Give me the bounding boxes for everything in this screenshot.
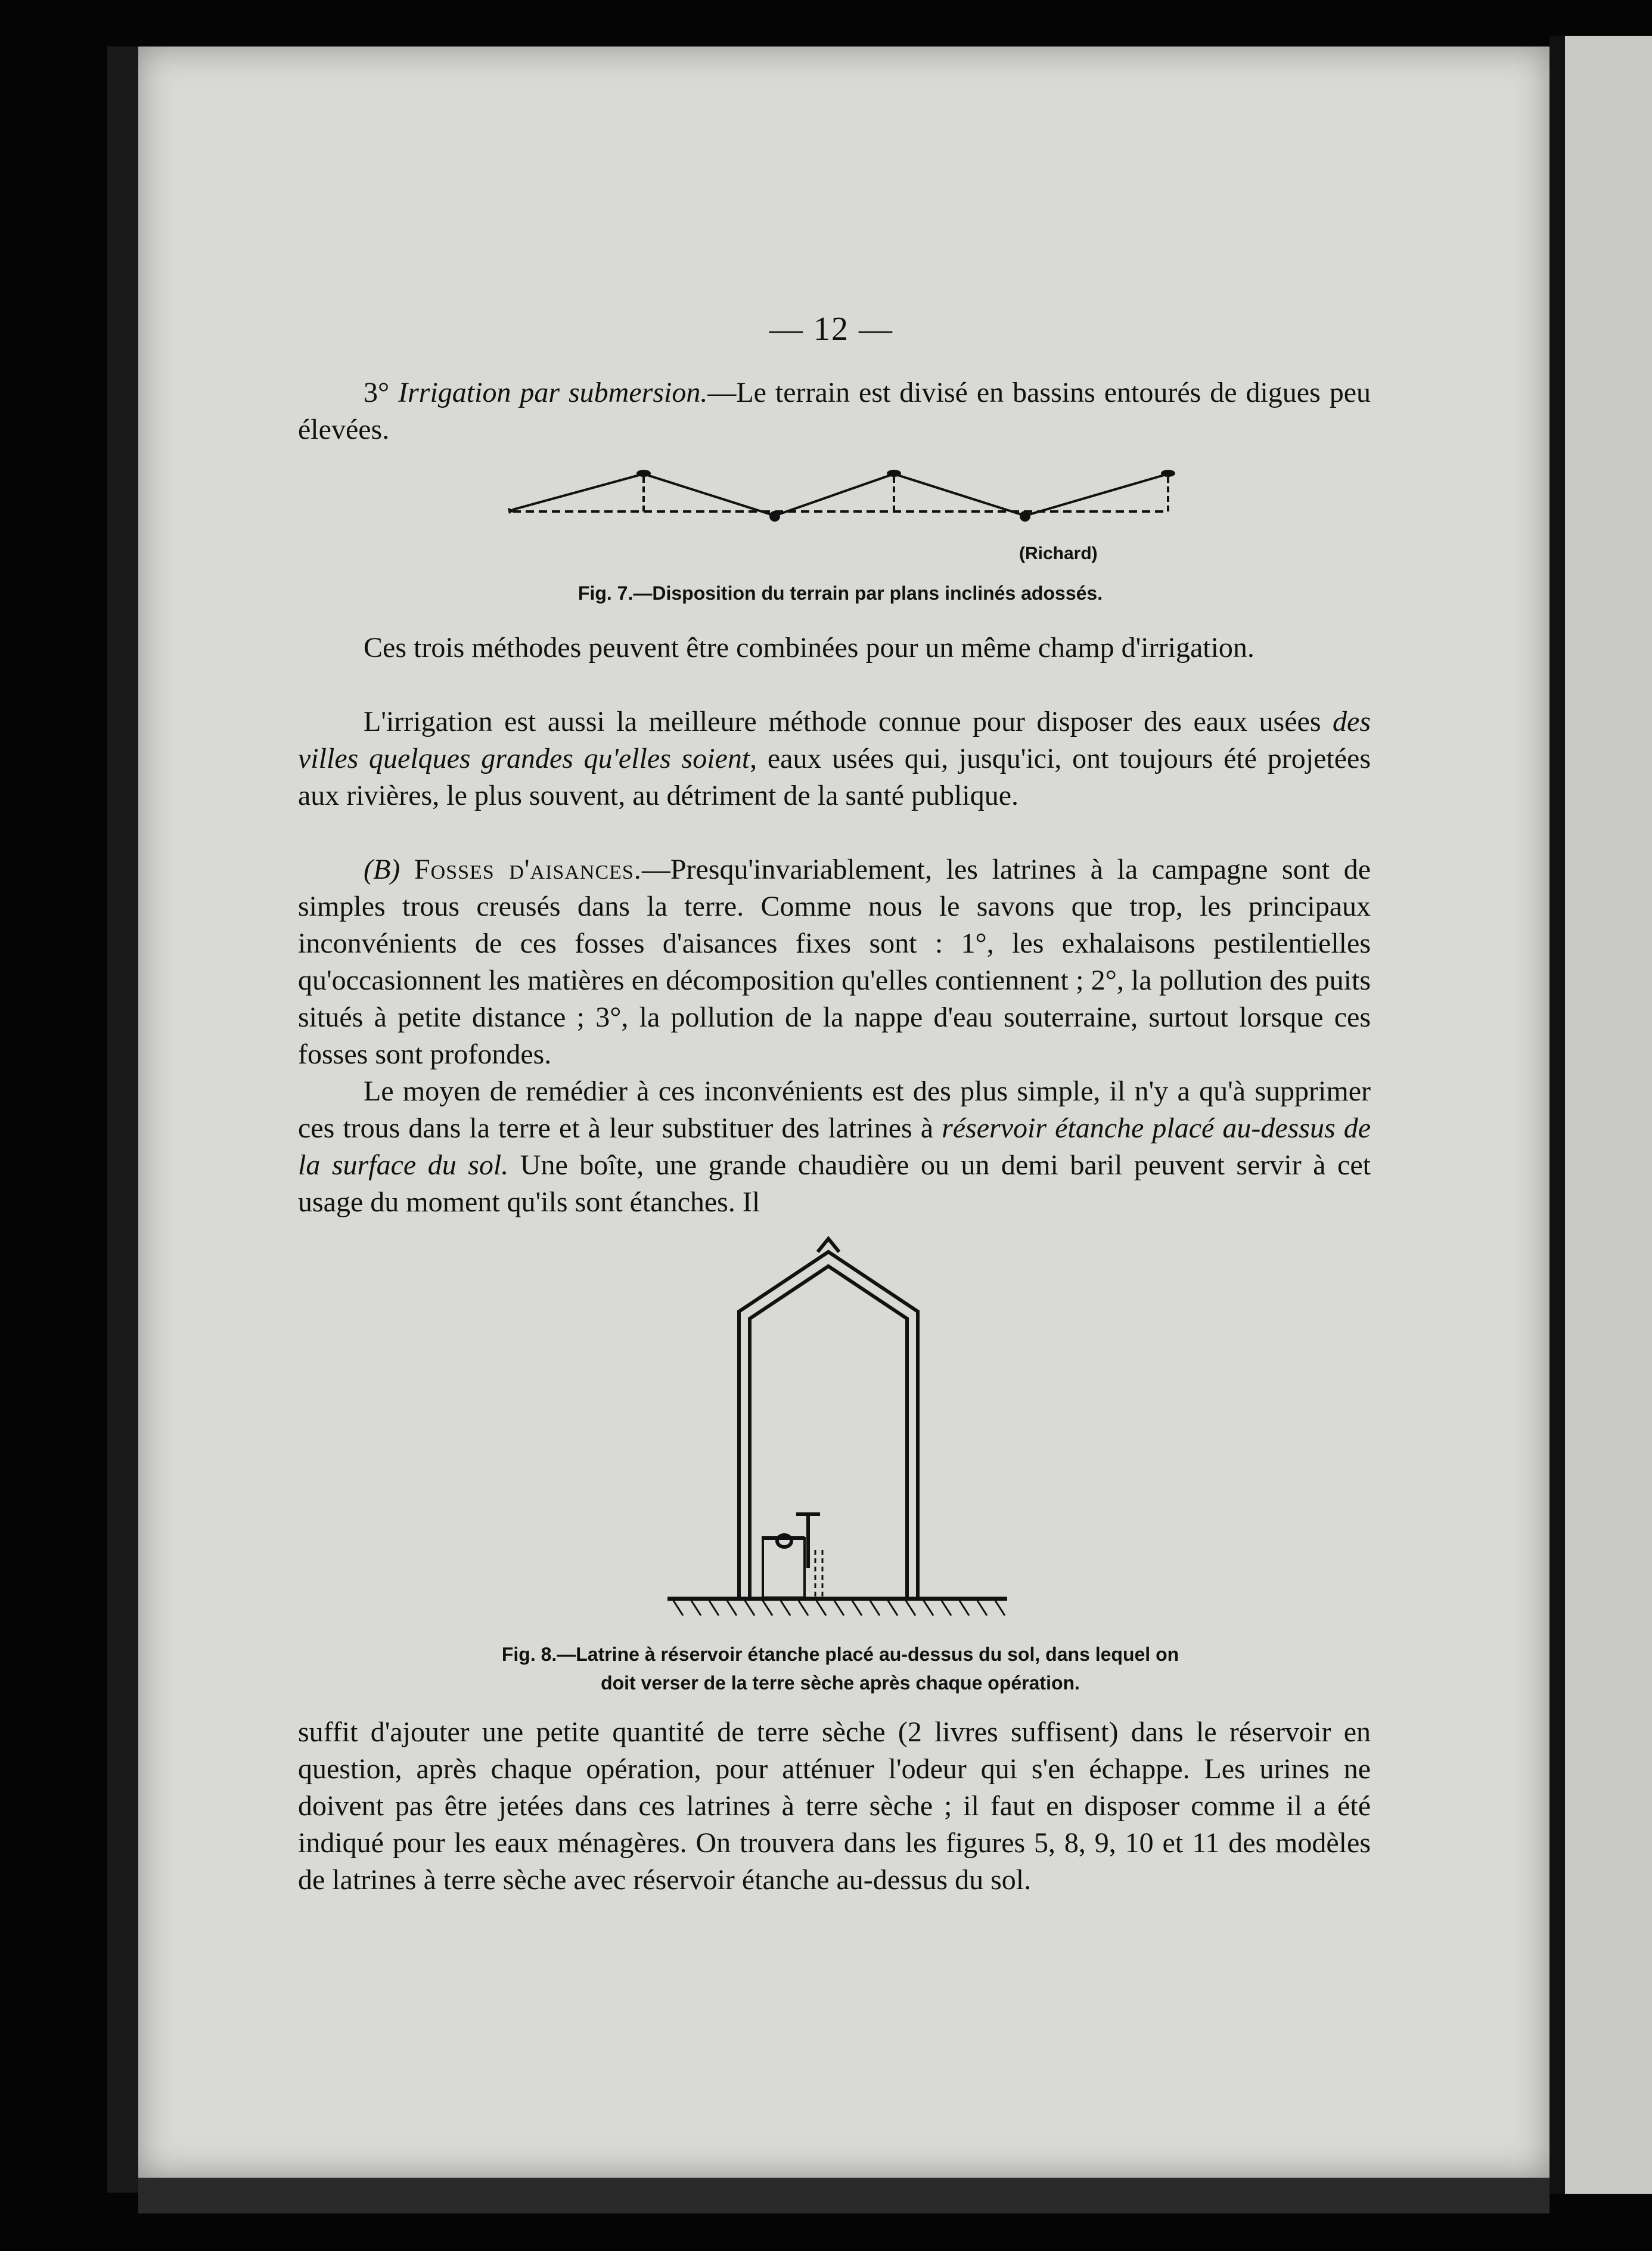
paragraph-text: , eaux usées qui, jusqu'ici, ont toujours été projetées aux rivières, le plus souvent, au détriment de la santé publique.	[298, 743, 1371, 811]
page-gutter	[1549, 36, 1565, 2194]
section-title: Irrigation par submersion.	[398, 377, 708, 408]
paragraph-text: Une boîte, une grande chaudière ou un demi baril peuvent servir à cet usage du moment qu'ils sont étanches. Il	[298, 1149, 1371, 1218]
figure-7-credit: (Richard)	[1019, 544, 1098, 563]
paragraph-emphasis: des villes quelques grandes qu'elles soient	[298, 706, 1371, 774]
figure-8-caption-line-1: Fig. 8.—Latrine à réservoir étanche placé au-dessus du sol, dans lequel on	[501, 1644, 1179, 1665]
paragraph-remedy	[298, 1073, 1371, 1221]
paragraph-combined-methods: Ces trois méthodes peuvent être combinées pour un même champ d'irrigation.	[364, 632, 1254, 663]
section-number: 3°	[364, 377, 390, 408]
paragraph-text: Le moyen de remédier à ces inconvénients est des plus simple, il n'y a qu'à supprimer ces trous dans la terre et à leur substituer des latrines à	[298, 1075, 1371, 1144]
section-heading: Fosses d'aisances.	[414, 854, 642, 885]
paragraph-text: L'irrigation est aussi la meilleure méthode connue pour disposer des eaux usées	[364, 706, 1333, 737]
paragraph-text: —Presqu'invariablement, les latrines à la campagne sont de simples trous creusés dans la terre. Comme nous le savons que trop, les principaux inconvénients de ces fosses d'aisances fixes sont : 1°, les exhalaisons pestilentielles qu'occasionnent les matières en décomposition qu'elles contiennent ; 2°, la pollution des puits situés à petite distance ; 3°, la pollution de la nappe d'eau souterraine, surtout lorsque ces fosses sont profondes.	[298, 854, 1371, 1070]
section-irrigation-submersion	[298, 374, 1371, 448]
figure-8-caption-line-2: doit verser de la terre sèche après chaque opération.	[601, 1672, 1080, 1694]
paragraph-fosses-aisances	[298, 851, 1371, 1073]
paragraph-dry-earth: suffit d'ajouter une petite quantité de terre sèche (2 livres suffisent) dans le réservoir en question, après chaque opération, pour atténuer l'odeur qui s'en échappe. Les urines ne doivent pas être jetées dans ces latrines à terre sèche ; il faut en disposer comme il a été indiqué pour les eaux ménagères. On trouvera dans les figures 5, 8, 9, 10 et 11 des modèles de latrines à terre sèche avec réservoir étanche au-dessus du sol.	[298, 1716, 1371, 1896]
figure-7-diagram	[501, 459, 1192, 537]
page-left-edge	[107, 46, 138, 2193]
paragraph-emphasis: réservoir étanche placé au-dessus de la surface du sol.	[298, 1112, 1371, 1181]
section-text: —Le terrain est divisé en bassins entourés de digues peu élevées.	[298, 377, 1371, 445]
page-number: — 12 —	[769, 311, 893, 348]
paragraph-urban-irrigation	[298, 703, 1371, 814]
section-label: (B)	[364, 854, 400, 885]
page-bottom-edge	[138, 2178, 1549, 2213]
figure-7-caption: Fig. 7.—Disposition du terrain par plans inclinés adossés.	[577, 582, 1103, 604]
figure-8-diagram	[662, 1216, 1019, 1633]
